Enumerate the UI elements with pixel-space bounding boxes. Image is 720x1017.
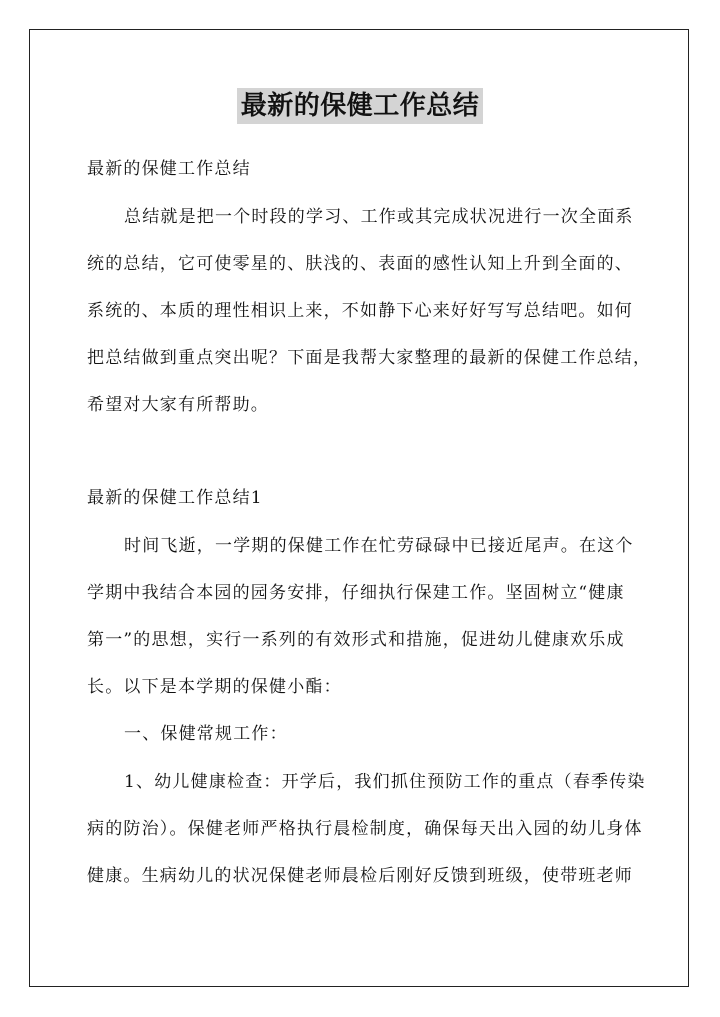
paragraph-line: 长。以下是本学期的保健小酯： <box>87 677 342 697</box>
section-heading: 最新的保健工作总结1 <box>87 488 263 508</box>
paragraph-line: 统的总结，它可使零星的、肤浅的、表面的感性认知上升到全面的、 <box>87 254 633 274</box>
title-block <box>0 88 720 124</box>
paragraph-line: 学期中我结合本园的园务安排，仔细执行保建工作。坚固树立“健康 <box>87 583 625 603</box>
subtitle-line: 最新的保健工作总结 <box>87 159 251 179</box>
paragraph-line: 总结就是把一个时段的学习、工作或其完成状况进行一次全面系 <box>124 207 634 227</box>
paragraph-line: 病的防治）。保健老师严格执行晨检制度，确保每天出入园的幼儿身体 <box>87 819 643 839</box>
paragraph-line: 健康。生病幼儿的状况保健老师晨检后刚好反馈到班级，使带班老师 <box>87 866 633 886</box>
document-title: 最新的保健工作总结 <box>237 88 484 124</box>
paragraph-line: 第一”的思想，实行一系列的有效形式和措施，促进幼儿健康欢乐成 <box>87 630 625 650</box>
paragraph-line: 希望对大家有所帮助。 <box>87 395 269 415</box>
paragraph-line: 时间飞逝，一学期的保健工作在忙劳碌碌中已接近尾声。在这个 <box>124 536 634 556</box>
paragraph-line: 系统的、本质的理性相识上来，不如静下心来好好写写总结吧。如何 <box>87 301 633 321</box>
paragraph-line: 1、幼儿健康检查：开学后，我们抓住预防工作的重点（春季传染 <box>124 772 646 792</box>
list-heading: 一、保健常规工作： <box>124 724 288 744</box>
paragraph-line: 把总结做到重点突出呢？下面是我帮大家整理的最新的保健工作总结， <box>87 348 652 368</box>
